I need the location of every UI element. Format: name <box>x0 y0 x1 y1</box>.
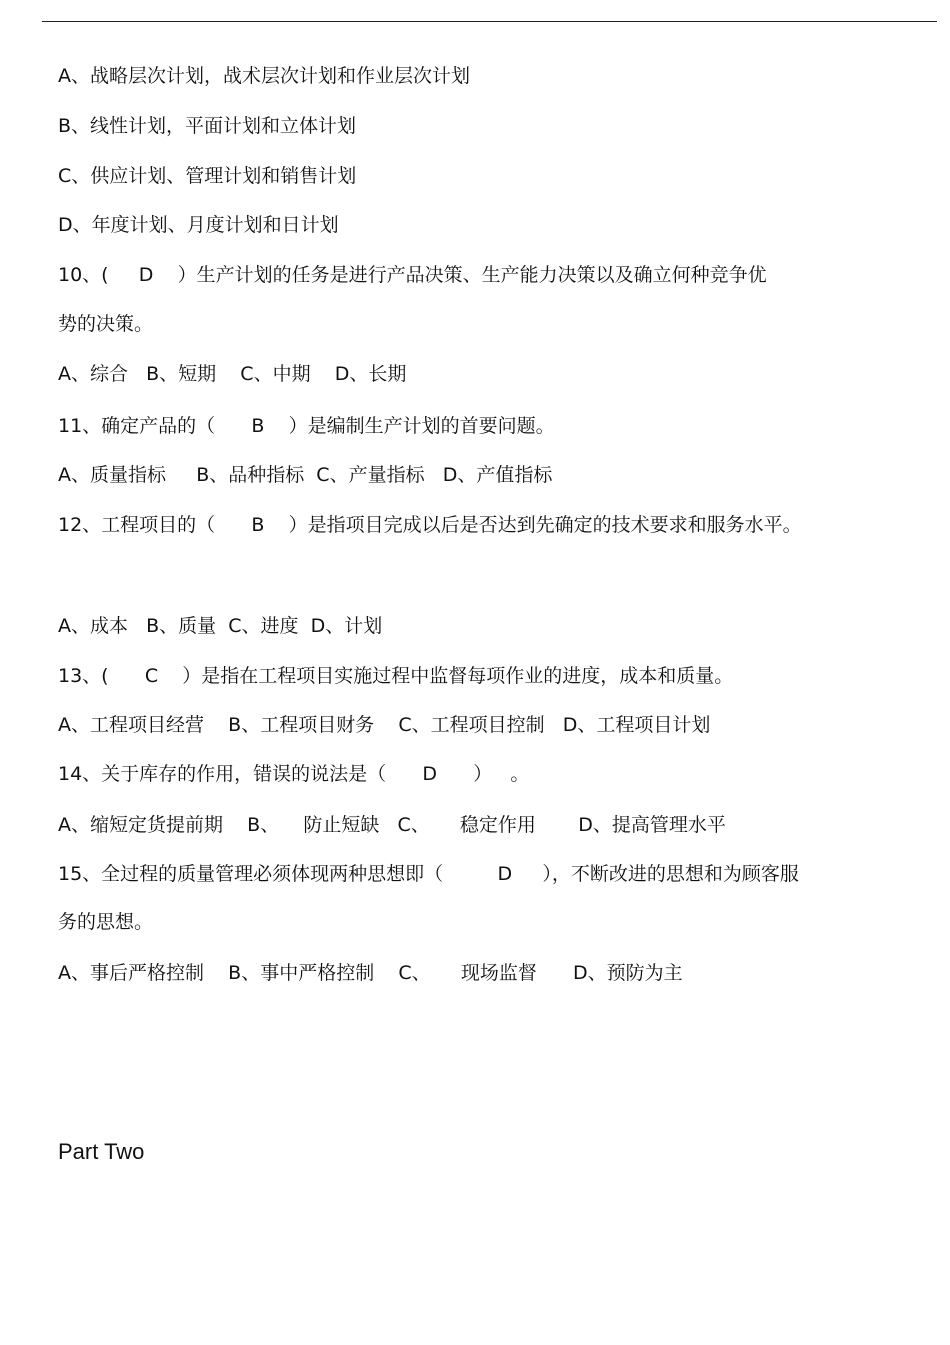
question-12: 12、工程项目的（ B ）是指项目完成以后是否达到先确定的技术要求和服务水平。 <box>58 514 802 536</box>
question-10-cont: 势的决策。 <box>58 313 154 335</box>
option-line-9a: A、战略层次计划，战术层次计划和作业层次计划 <box>58 65 470 87</box>
option-line-9d: D、年度计划、月度计划和日计划 <box>58 214 339 236</box>
options-15: A、事后严格控制 B、事中严格控制 C、 现场监督 D、预防为主 <box>58 962 683 984</box>
options-11: A、质量指标 B、品种指标 C、产量指标 D、产值指标 <box>58 464 553 486</box>
options-12: A、成本 B、质量 C、进度 D、计划 <box>58 615 383 637</box>
question-10: 10、( D ）生产计划的任务是进行产品决策、生产能力决策以及确立何种竞争优 <box>58 264 767 286</box>
question-15-cont: 务的思想。 <box>58 911 154 933</box>
options-10: A、综合 B、短期 C、中期 D、长期 <box>58 363 407 385</box>
question-15: 15、全过程的质量管理必须体现两种思想即（ D ），不断改进的思想和为顾客服 <box>58 863 799 885</box>
question-11: 11、确定产品的（ B ）是编制生产计划的首要问题。 <box>58 415 555 437</box>
page-top-rule <box>42 21 937 22</box>
option-line-9b: B、线性计划，平面计划和立体计划 <box>58 115 357 137</box>
options-14: A、缩短定货提前期 B、 防止短缺 C、 稳定作用 D、提高管理水平 <box>58 814 726 836</box>
question-13: 13、( C ）是指在工程项目实施过程中监督每项作业的进度，成本和质量。 <box>58 665 734 687</box>
question-14: 14、关于库存的作用，错误的说法是（ D ） 。 <box>58 763 530 785</box>
options-13: A、工程项目经营 B、工程项目财务 C、工程项目控制 D、工程项目计划 <box>58 714 711 736</box>
section-heading: Part Two <box>58 1139 145 1164</box>
option-line-9c: C、供应计划、管理计划和销售计划 <box>58 165 357 187</box>
